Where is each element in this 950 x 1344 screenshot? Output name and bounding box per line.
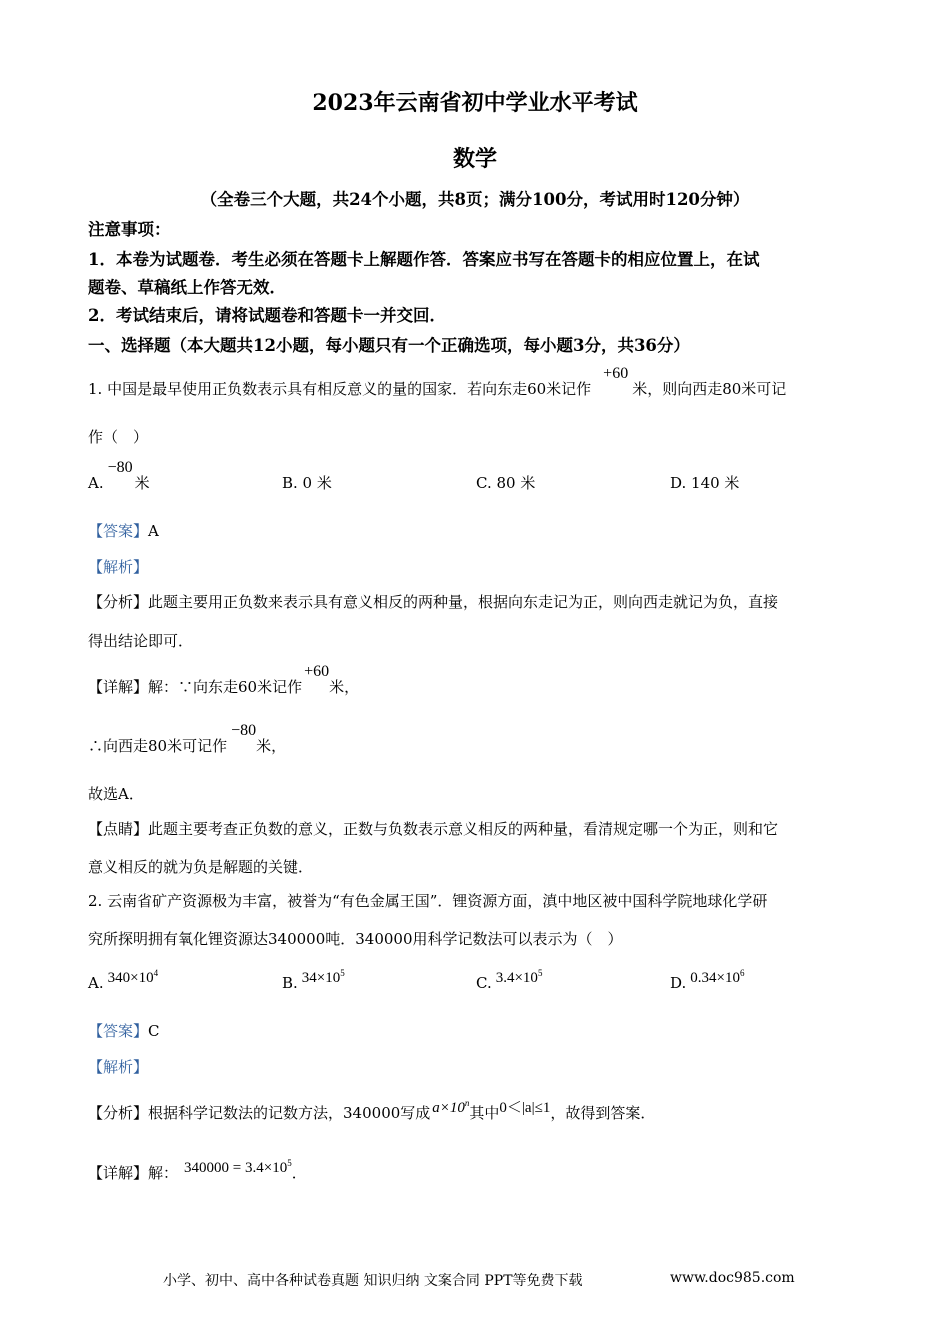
q2-fenxi-math-exp: n — [464, 1098, 470, 1108]
q2-answer — [88, 1020, 160, 1041]
q2-detail-text-a: 解： — [148, 1164, 179, 1182]
q2-detail-tag: 【详解】 — [88, 1164, 149, 1182]
q2-detail-line — [88, 1158, 307, 1183]
notice-item-2: 2．考试结束后，请将试题卷和答题卡一并交回． — [88, 306, 446, 325]
q2-fenxi-line — [88, 1098, 656, 1123]
q2-option-c — [476, 968, 543, 993]
q2-option-c-label: C. — [476, 974, 492, 992]
q1-option-a-math: −80 — [107, 459, 133, 476]
q2-analysis-tag: 【解析】 — [88, 1058, 149, 1076]
q2-option-b — [282, 968, 345, 993]
q2-option-c-base: 3.4×10 — [495, 970, 538, 986]
q2-fenxi-math-form — [432, 1100, 469, 1116]
footer-url[interactable]: www.doc985.com — [670, 1270, 795, 1286]
q1-detail-text-2a: ∴向西走80米可记作 — [88, 737, 228, 755]
q2-answer-value: C — [148, 1022, 160, 1040]
section-1-heading: 一、选择题（本大题共12小题，每小题只有一个正确选项，每小题3分，共36分） — [88, 336, 690, 355]
exam-info: （全卷三个大题，共24个小题，共8页；满分100分，考试用时120分钟） — [200, 190, 750, 209]
q1-answer-value: A — [148, 522, 159, 540]
notice-item-1-line-1: 1．本卷为试题卷．考生必须在答题卡上解题作答．答案应书写在答题卡的相应位置上，在试 — [88, 250, 760, 269]
q1-detail-text-2b: 米， — [256, 737, 287, 755]
q1-option-c: C. 80 米 — [476, 474, 536, 492]
q2-option-a-base: 340×10 — [107, 970, 154, 986]
q2-option-a-exp: 4 — [153, 968, 159, 978]
q1-detail-math-2: −80 — [231, 722, 257, 739]
q2-option-a-math — [108, 970, 158, 986]
subject-title: 数学 — [452, 146, 497, 172]
q2-fenxi-tag: 【分析】 — [88, 1104, 149, 1122]
q2-detail-math-exp: 5 — [287, 1158, 292, 1168]
q1-detail-tag: 【详解】 — [88, 678, 149, 696]
q2-option-d-base: 0.34×10 — [690, 970, 740, 986]
q1-math-pos60: +60 — [603, 365, 629, 382]
q1-conclusion: 故选A． — [88, 785, 144, 803]
q1-detail-text-1b: 米， — [329, 678, 360, 696]
q1-answer-tag: 【答案】 — [88, 522, 149, 540]
page-title: 2023年云南省初中学业水平考试 — [312, 90, 638, 116]
q1-dianjing-line-1 — [88, 818, 778, 839]
q1-fenxi-text-1: 此题主要用正负数来表示具有意义相反的两种量，根据向东走记为正，则向西走就记为负，直接 — [148, 593, 779, 611]
q2-detail-end: ． — [291, 1164, 307, 1182]
q2-option-d-exp: 6 — [739, 968, 745, 978]
q1-dianjing-line-2: 意义相反的就为负是解题的关键． — [88, 858, 314, 876]
q1-option-a — [88, 459, 150, 493]
q2-option-c-exp: 5 — [537, 968, 543, 978]
q1-detail-math-1: +60 — [304, 663, 330, 680]
q1-option-d: D. 140 米 — [670, 474, 740, 492]
q1-option-a-unit: 米 — [134, 474, 150, 492]
q2-stem-line-2: 究所探明拥有氧化锂资源达340000吨．340000用科学记数法可以表示为（ ） — [88, 930, 623, 948]
q1-stem-line-1 — [88, 365, 787, 399]
q2-option-d-math — [690, 970, 744, 986]
q1-analysis-tag: 【解析】 — [88, 558, 149, 576]
q1-stem-text-a: 1. 中国是最早使用正负数表示具有相反意义的量的国家．若向东走60米记作 — [88, 380, 592, 398]
q2-fenxi-text-b: 其中 — [469, 1104, 500, 1122]
q1-detail-text-1a: 解：∵向东走60米记作 — [148, 678, 303, 696]
q1-stem-text-b: 米，则向西走80米可记 — [632, 380, 787, 398]
q1-answer — [88, 520, 159, 541]
q2-option-b-base: 34×10 — [301, 970, 341, 986]
q2-fenxi-math-range: 0＜|a|≤1 — [499, 1100, 551, 1116]
q1-option-b: B. 0 米 — [282, 474, 332, 492]
q2-answer-tag: 【答案】 — [88, 1022, 149, 1040]
q2-fenxi-math-base: a×10 — [432, 1100, 465, 1116]
q1-fenxi-line-2: 得出结论即可． — [88, 632, 194, 650]
q1-option-a-label: A. — [88, 474, 104, 492]
q2-option-a-label: A. — [88, 974, 104, 992]
q1-dianjing-tag: 【点睛】 — [88, 820, 149, 838]
q2-option-b-exp: 5 — [340, 968, 345, 978]
q2-detail-math-base: 340000 = 3.4×10 — [184, 1160, 288, 1176]
q2-option-b-math — [302, 970, 345, 986]
q2-stem-line-1: 2. 云南省矿产资源极为丰富，被誉为“有色金属王国”．锂资源方面，滇中地区被中国科学院地球化学研 — [88, 892, 768, 910]
q2-option-b-label: B. — [282, 974, 298, 992]
footer-text: 小学、初中、高中各种试卷真题 知识归纳 文案合同 PPT等免费下载 — [163, 1273, 583, 1289]
q1-fenxi-tag: 【分析】 — [88, 593, 149, 611]
q2-fenxi-text-c: ，故得到答案． — [550, 1104, 656, 1122]
notice-item-1-line-2: 题卷、草稿纸上作答无效． — [88, 278, 286, 297]
q1-dianjing-text-1: 此题主要考查正负数的意义，正数与负数表示意义相反的两种量，看清规定哪一个为正，则和它 — [148, 820, 779, 838]
q2-detail-math — [184, 1160, 292, 1176]
q2-option-d — [670, 968, 745, 993]
q2-fenxi-text-a: 根据科学记数法的记数方法，340000写成 — [148, 1104, 431, 1122]
q1-fenxi-line-1 — [88, 591, 778, 612]
q1-detail-line-2 — [88, 722, 287, 756]
q1-detail-line-1 — [88, 663, 360, 697]
q2-option-c-math — [496, 970, 543, 986]
q1-stem-line-2: 作（ ） — [88, 428, 149, 446]
notice-heading: 注意事项： — [88, 220, 171, 239]
q2-option-d-label: D. — [670, 974, 687, 992]
q2-option-a — [88, 968, 159, 993]
